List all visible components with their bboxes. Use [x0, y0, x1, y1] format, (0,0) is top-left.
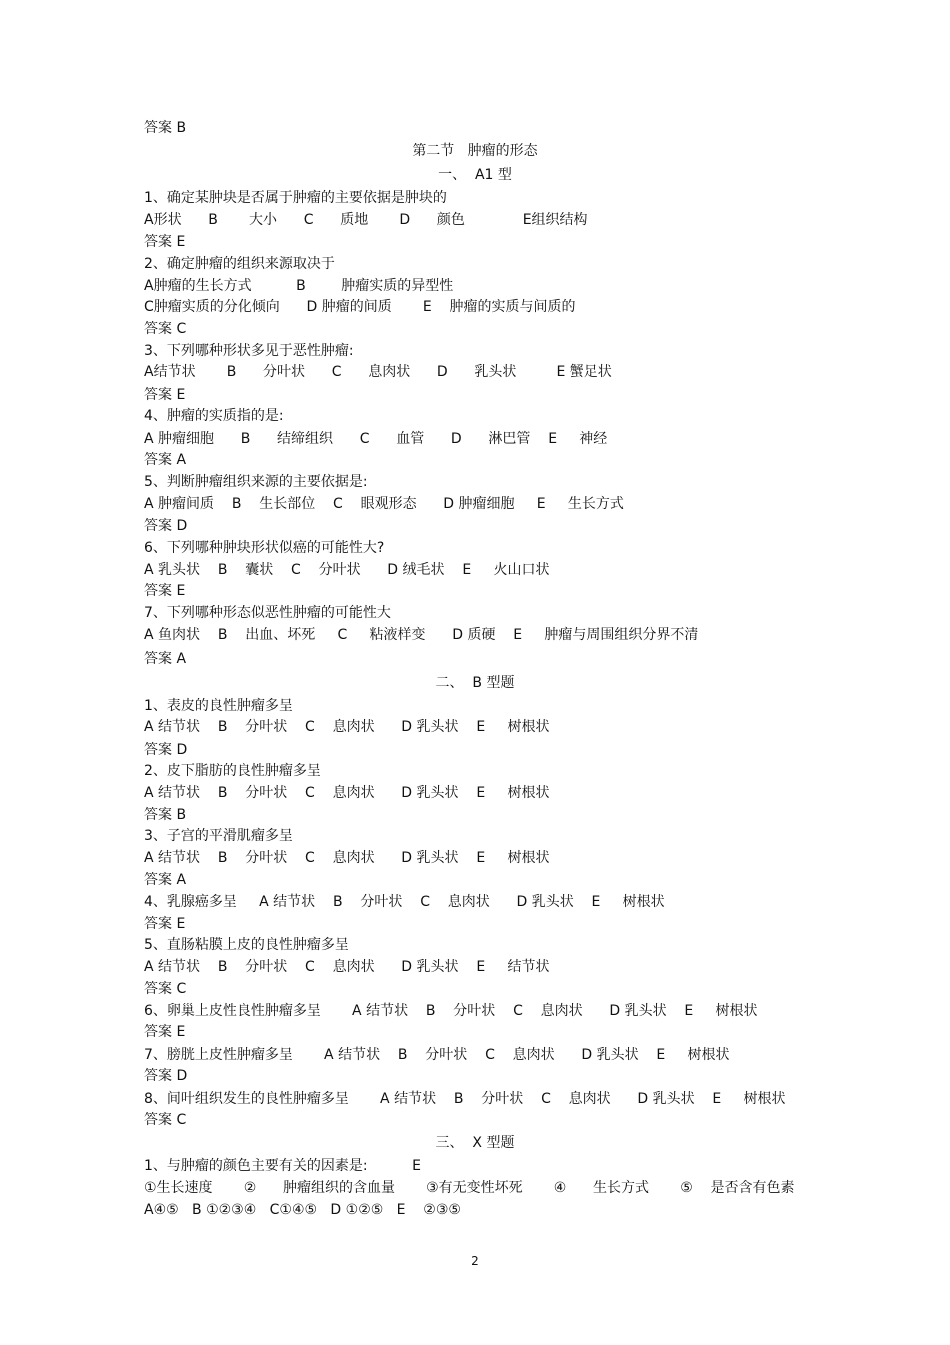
answer-line: 答案 E: [144, 387, 186, 403]
answer-line: 答案 E: [144, 234, 186, 250]
section-title: 第二节 肿瘤的形态: [412, 143, 538, 159]
subsection-heading: 一、 A1 型: [438, 167, 512, 183]
question-text: 4、乳腺癌多呈 A 结节状 B 分叶状 C 息肉状 D 乳头状 E 树根状: [144, 894, 665, 910]
question-text: 7、膀胱上皮性肿瘤多呈 A 结节状 B 分叶状 C 息肉状 D 乳头状 E 树根状: [144, 1047, 730, 1063]
subsection-heading: 三、 X 型题: [435, 1135, 515, 1151]
question-options: C肿瘤实质的分化倾向 D 肿瘤的间质 E 肿瘤的实质与间质的: [144, 299, 576, 315]
answer-line: 答案 C: [144, 981, 187, 997]
question-text: 2、确定肿瘤的组织来源取决于: [144, 256, 335, 272]
question-options: A形状 B 大小 C 质地 D 颜色 E组织结构: [144, 212, 588, 228]
question-options: A 肿瘤间质 B 生长部位 C 眼观形态 D 肿瘤细胞 E 生长方式: [144, 496, 624, 512]
answer-line: 答案 D: [144, 518, 188, 534]
answer-line: 答案 C: [144, 1112, 187, 1128]
question-text: 4、肿瘤的实质指的是:: [144, 408, 284, 424]
question-text: 5、判断肿瘤组织来源的主要依据是:: [144, 474, 368, 490]
answer-line: 答案 B: [144, 120, 187, 136]
answer-line: 答案 A: [144, 452, 187, 468]
question-text: 7、下列哪种形态似恶性肿瘤的可能性大: [144, 605, 391, 621]
question-options: A 鱼肉状 B 出血、坏死 C 粘液样变 D 质硬 E 肿瘤与周围组织分界不清: [144, 627, 699, 643]
subsection-heading: 二、 B 型题: [435, 675, 515, 691]
question-text: 6、下列哪种肿块形状似癌的可能性大?: [144, 540, 385, 556]
question-options: A结节状 B 分叶状 C 息肉状 D 乳头状 E 蟹足状: [144, 364, 612, 380]
answer-line: 答案 E: [144, 583, 186, 599]
answer-line: 答案 E: [144, 1024, 186, 1040]
question-text: 1、与肿瘤的颜色主要有关的因素是: E: [144, 1158, 421, 1174]
page-number: 2: [471, 1254, 479, 1268]
answer-line: 答案 E: [144, 916, 186, 932]
answer-line: 答案 D: [144, 742, 188, 758]
answer-line: 答案 B: [144, 807, 187, 823]
question-text: 6、卵巢上皮性良性肿瘤多呈 A 结节状 B 分叶状 C 息肉状 D 乳头状 E 树根状: [144, 1003, 758, 1019]
question-text: 8、间叶组织发生的良性肿瘤多呈 A 结节状 B 分叶状 C 息肉状 D 乳头状 E 树根状: [144, 1091, 786, 1107]
answer-line: 答案 D: [144, 1068, 188, 1084]
question-options: A肿瘤的生长方式 B 肿瘤实质的异型性: [144, 278, 454, 294]
question-options: A 结节状 B 分叶状 C 息肉状 D 乳头状 E 树根状: [144, 719, 550, 735]
question-text: 2、皮下脂肪的良性肿瘤多呈: [144, 763, 321, 779]
question-options: A 肿瘤细胞 B 结缔组织 C 血管 D 淋巴管 E 神经: [144, 431, 608, 447]
question-text: 1、确定某肿块是否属于肿瘤的主要依据是肿块的: [144, 190, 447, 206]
question-options: A 结节状 B 分叶状 C 息肉状 D 乳头状 E 树根状: [144, 785, 550, 801]
question-options: A 结节状 B 分叶状 C 息肉状 D 乳头状 E 树根状: [144, 850, 550, 866]
answer-line: 答案 A: [144, 872, 187, 888]
question-options: ①生长速度 ② 肿瘤组织的含血量 ③有无变性坏死 ④ 生长方式 ⑤ 是否含有色素: [144, 1180, 795, 1196]
answer-line: 答案 C: [144, 321, 187, 337]
question-text: 5、直肠粘膜上皮的良性肿瘤多呈: [144, 937, 349, 953]
question-text: 3、子宫的平滑肌瘤多呈: [144, 828, 293, 844]
question-text: 1、表皮的良性肿瘤多呈: [144, 698, 293, 714]
question-options: A 乳头状 B 囊状 C 分叶状 D 绒毛状 E 火山口状: [144, 562, 550, 578]
question-options: A 结节状 B 分叶状 C 息肉状 D 乳头状 E 结节状: [144, 959, 550, 975]
question-options: A④⑤ B ①②③④ C①④⑤ D ①②⑤ E ②③⑤: [144, 1202, 461, 1218]
question-text: 3、下列哪种形状多见于恶性肿瘤:: [144, 343, 354, 359]
answer-line: 答案 A: [144, 651, 187, 667]
